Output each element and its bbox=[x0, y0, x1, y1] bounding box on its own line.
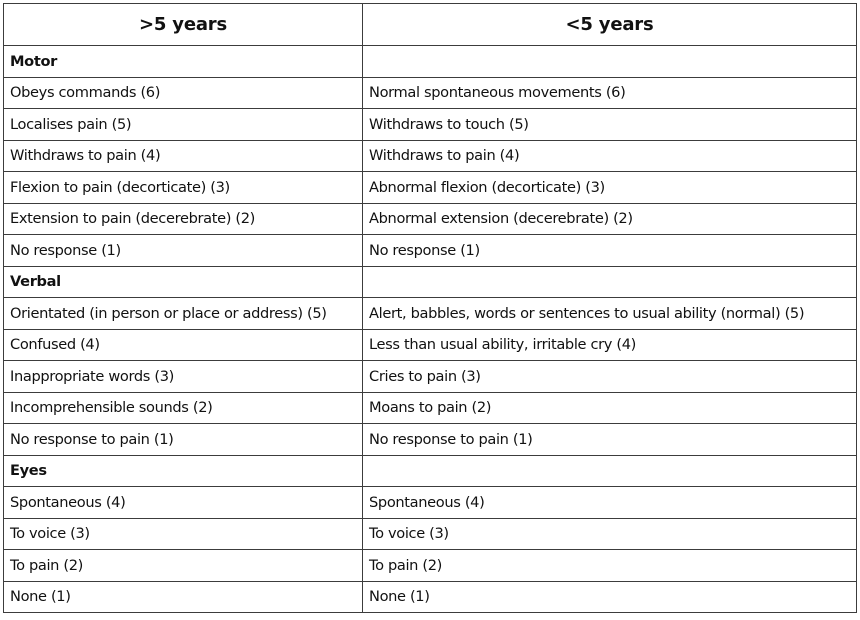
cell-under-5: To voice (3) bbox=[363, 518, 857, 550]
table-row bbox=[4, 424, 857, 456]
cell-under-5: To pain (2) bbox=[363, 550, 857, 582]
section-title-eyes: Eyes bbox=[4, 455, 363, 487]
cell-under-5: Withdraws to pain (4) bbox=[363, 140, 857, 172]
cell-under-5: Moans to pain (2) bbox=[363, 392, 857, 424]
section-row-eyes bbox=[4, 455, 857, 487]
table-row bbox=[4, 487, 857, 519]
cell-over-5: No response (1) bbox=[4, 235, 363, 267]
cell-over-5: Localises pain (5) bbox=[4, 109, 363, 141]
cell-under-5: None (1) bbox=[363, 581, 857, 613]
table-row bbox=[4, 329, 857, 361]
section-title-motor-empty bbox=[363, 46, 857, 78]
table-row bbox=[4, 140, 857, 172]
table-row bbox=[4, 550, 857, 582]
cell-under-5: Spontaneous (4) bbox=[363, 487, 857, 519]
section-title-verbal-empty bbox=[363, 266, 857, 298]
cell-over-5: Extension to pain (decerebrate) (2) bbox=[4, 203, 363, 235]
cell-over-5: Inappropriate words (3) bbox=[4, 361, 363, 393]
section-title-motor: Motor bbox=[4, 46, 363, 78]
cell-over-5: Spontaneous (4) bbox=[4, 487, 363, 519]
cell-under-5: Normal spontaneous movements (6) bbox=[363, 77, 857, 109]
cell-over-5: Confused (4) bbox=[4, 329, 363, 361]
table-row bbox=[4, 172, 857, 204]
table-row bbox=[4, 77, 857, 109]
cell-over-5: Flexion to pain (decorticate) (3) bbox=[4, 172, 363, 204]
header-over-5-years: >5 years bbox=[4, 4, 363, 46]
cell-under-5: Alert, babbles, words or sentences to usual ability (normal) (5) bbox=[363, 298, 857, 330]
table-row bbox=[4, 518, 857, 550]
table-row bbox=[4, 203, 857, 235]
cell-under-5: Abnormal flexion (decorticate) (3) bbox=[363, 172, 857, 204]
section-title-eyes-empty bbox=[363, 455, 857, 487]
cell-under-5: Cries to pain (3) bbox=[363, 361, 857, 393]
cell-over-5: Incomprehensible sounds (2) bbox=[4, 392, 363, 424]
cell-under-5: Less than usual ability, irritable cry (4) bbox=[363, 329, 857, 361]
section-row-verbal bbox=[4, 266, 857, 298]
header-row bbox=[4, 4, 857, 46]
cell-over-5: To pain (2) bbox=[4, 550, 363, 582]
cell-over-5: Withdraws to pain (4) bbox=[4, 140, 363, 172]
header-under-5-years: <5 years bbox=[363, 4, 857, 46]
section-row-motor bbox=[4, 46, 857, 78]
cell-over-5: Obeys commands (6) bbox=[4, 77, 363, 109]
cell-under-5: No response to pain (1) bbox=[363, 424, 857, 456]
glasgow-coma-scale-table bbox=[3, 3, 857, 613]
cell-under-5: Abnormal extension (decerebrate) (2) bbox=[363, 203, 857, 235]
table-row bbox=[4, 581, 857, 613]
cell-under-5: No response (1) bbox=[363, 235, 857, 267]
table-row bbox=[4, 298, 857, 330]
cell-under-5: Withdraws to touch (5) bbox=[363, 109, 857, 141]
cell-over-5: No response to pain (1) bbox=[4, 424, 363, 456]
cell-over-5: To voice (3) bbox=[4, 518, 363, 550]
cell-over-5: Orientated (in person or place or address) (5) bbox=[4, 298, 363, 330]
table-row bbox=[4, 235, 857, 267]
table-row bbox=[4, 109, 857, 141]
section-title-verbal: Verbal bbox=[4, 266, 363, 298]
cell-over-5: None (1) bbox=[4, 581, 363, 613]
table-row bbox=[4, 361, 857, 393]
table-row bbox=[4, 392, 857, 424]
